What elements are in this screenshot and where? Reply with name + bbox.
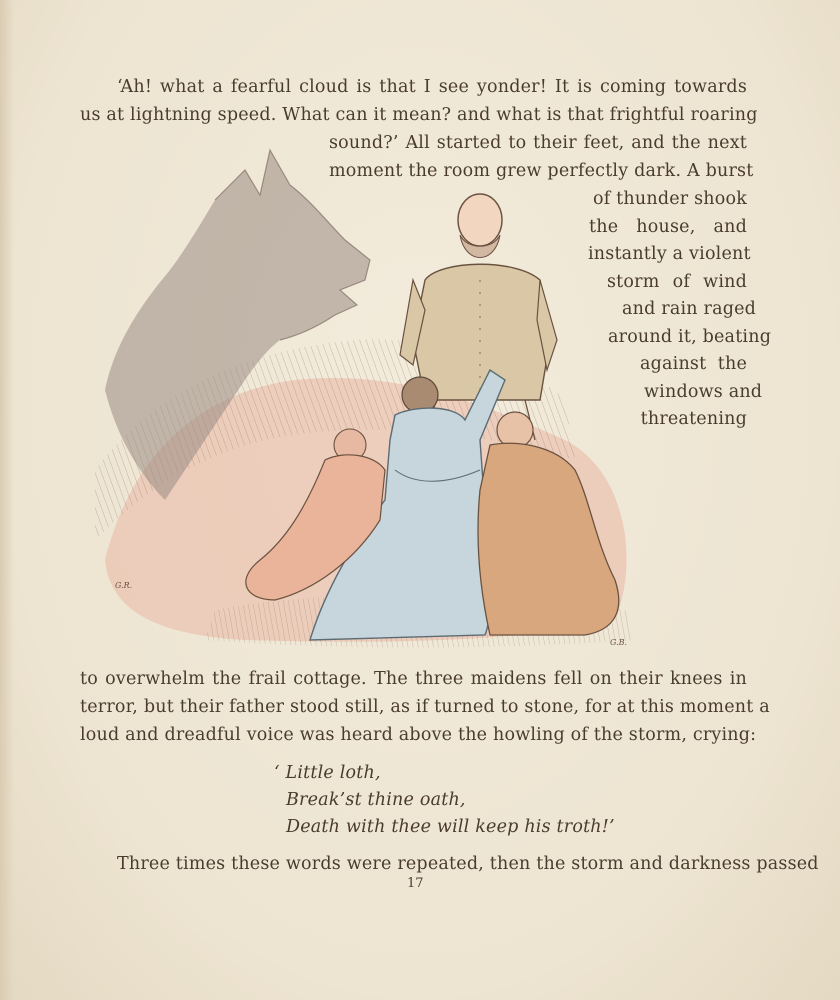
text-line-6: the house, and [589,217,747,237]
text-line-13: threatening [640,409,747,429]
text-line-10: around it, beating [608,327,772,347]
text-line-4: moment the room grew perfectly dark. A burst [329,161,754,181]
signature-right: G.B. [610,638,628,647]
page-number: 17 [407,876,424,891]
text-line-3: sound?’ All started to their feet, and the next [329,133,747,153]
text-line-5: of thunder shook [593,189,748,209]
text-line-12: windows and [644,382,763,402]
text-line-8: storm of wind [607,272,747,292]
text-line-14: to overwhelm the frail cottage. The three maidens fell on their knees in [80,669,747,689]
text-line-16: loud and dreadful voice was heard above the howling of the storm, crying: [80,725,757,745]
verse-line-1: ‘ Little loth, [274,763,381,783]
text-line-1: ‘Ah! what a fearful cloud is that I see yonder! It is coming towards [117,77,747,97]
text-line-11: against the [640,354,747,374]
verse-line-3: Death with thee will keep his troth!’ [286,817,615,837]
storm-illustration [95,140,655,660]
signature-left: G.R. [115,581,133,590]
text-line-9: and rain raged [622,299,757,319]
text-line-15: terror, but their father stood still, as if turned to stone, for at this moment a [80,697,770,717]
text-line-2: us at lightning speed. What can it mean? and what is that frightful roaring [80,105,758,125]
text-line-7: instantly a violent [588,244,751,264]
text-line-last: Three times these words were repeated, then the storm and darkness passed [117,854,819,874]
verse-line-2: Break’st thine oath, [286,790,466,810]
page-edge [0,0,14,1000]
